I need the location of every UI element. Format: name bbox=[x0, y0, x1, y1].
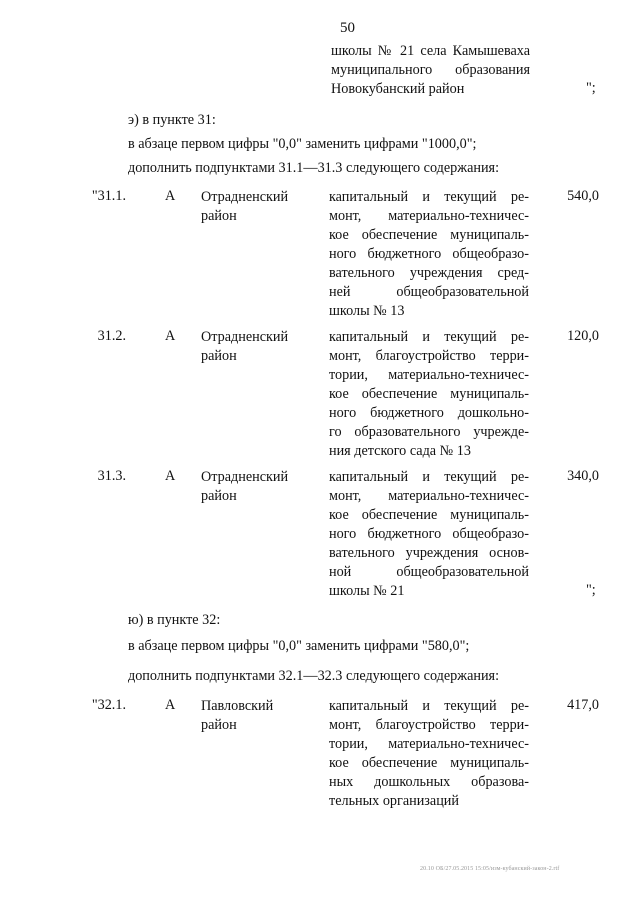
description-line: монт, материально-техничес- bbox=[329, 488, 529, 504]
municipality-line: Отрадненский bbox=[201, 469, 289, 485]
description-line: ния детского сада № 13 bbox=[329, 443, 471, 459]
row-number: 31.3. bbox=[97, 468, 126, 484]
municipality-line: Павловский bbox=[201, 698, 274, 714]
row-description bbox=[329, 188, 529, 321]
description-line: тории, материально-техничес- bbox=[329, 367, 529, 383]
section-yu-line-1: в абзаце первом цифры "0,0" заменить цифрами "580,0"; bbox=[128, 638, 470, 654]
page-number: 50 bbox=[340, 20, 355, 36]
row-municipality bbox=[201, 468, 288, 506]
municipality-line: район bbox=[201, 717, 237, 733]
description-line: кое обеспечение муниципаль- bbox=[329, 386, 529, 402]
municipality-line: Отрадненский bbox=[201, 189, 289, 205]
description-line: ного бюджетного дошкольно- bbox=[329, 405, 529, 421]
row-description bbox=[329, 468, 529, 601]
municipality-line: район bbox=[201, 208, 237, 224]
description-line: вательного учреждения основ- bbox=[329, 545, 529, 561]
row-number: 31.2. bbox=[97, 328, 126, 344]
description-line: го образовательного учрежде- bbox=[329, 424, 529, 440]
top-line-1: школы № 21 села Камышеваха bbox=[331, 43, 530, 59]
description-line: школы № 13 bbox=[329, 303, 405, 319]
row-sum: 340,0 bbox=[567, 468, 599, 484]
section-yu-heading: ю) в пункте 32: bbox=[128, 612, 221, 628]
top-block bbox=[331, 42, 530, 99]
closing-quote-31: "; bbox=[586, 582, 596, 598]
row-description bbox=[329, 697, 529, 811]
description-line: капитальный и текущий ре- bbox=[329, 329, 529, 345]
section-yu-line-2: дополнить подпунктами 32.1—32.3 следующего содержания: bbox=[128, 668, 500, 684]
footer-file-reference: 20.10 ОБ/27.05.2015 15:05/изм-кубанский-закон-2.rtf bbox=[420, 866, 560, 872]
description-line: ной общеобразовательной bbox=[329, 564, 529, 580]
section-e-heading: э) в пункте 31: bbox=[128, 112, 216, 128]
row-number: "32.1. bbox=[91, 697, 126, 713]
row-sum: 540,0 bbox=[567, 188, 599, 204]
top-line-3: Новокубанский район bbox=[331, 81, 465, 97]
row-municipality bbox=[201, 328, 288, 366]
row-municipality bbox=[201, 188, 288, 226]
description-line: капитальный и текущий ре- bbox=[329, 698, 529, 714]
row-municipality bbox=[201, 697, 273, 735]
section-e-line-2: дополнить подпунктами 31.1—31.3 следующего содержания: bbox=[128, 160, 500, 176]
description-line: капитальный и текущий ре- bbox=[329, 469, 529, 485]
row-description bbox=[329, 328, 529, 461]
municipality-line: район bbox=[201, 488, 237, 504]
description-line: монт, благоустройство терри- bbox=[329, 717, 529, 733]
description-line: тельных организаций bbox=[329, 793, 459, 809]
row-category: А bbox=[165, 697, 176, 713]
description-line: монт, материально-техничес- bbox=[329, 208, 529, 224]
section-e-line-1: в абзаце первом цифры "0,0" заменить цифрами "1000,0"; bbox=[128, 136, 477, 152]
description-line: школы № 21 bbox=[329, 583, 405, 599]
description-line: вательного учреждения сред- bbox=[329, 265, 529, 281]
municipality-line: район bbox=[201, 348, 237, 364]
description-line: кое обеспечение муниципаль- bbox=[329, 755, 529, 771]
row-number: "31.1. bbox=[91, 188, 126, 204]
municipality-line: Отрадненский bbox=[201, 329, 289, 345]
description-line: тории, материально-техничес- bbox=[329, 736, 529, 752]
description-line: ного бюджетного общеобразо- bbox=[329, 246, 529, 262]
description-line: кое обеспечение муниципаль- bbox=[329, 227, 529, 243]
description-line: капитальный и текущий ре- bbox=[329, 189, 529, 205]
top-line-2: муниципального образования bbox=[331, 62, 530, 78]
row-category: А bbox=[165, 468, 176, 484]
row-sum: 417,0 bbox=[567, 697, 599, 713]
closing-quote-top: "; bbox=[586, 80, 596, 96]
description-line: ней общеобразовательной bbox=[329, 284, 529, 300]
description-line: ного бюджетного общеобразо- bbox=[329, 526, 529, 542]
description-line: ных дошкольных образова- bbox=[329, 774, 529, 790]
row-sum: 120,0 bbox=[567, 328, 599, 344]
description-line: монт, благоустройство терри- bbox=[329, 348, 529, 364]
row-category: А bbox=[165, 328, 176, 344]
description-line: кое обеспечение муниципаль- bbox=[329, 507, 529, 523]
row-category: А bbox=[165, 188, 176, 204]
